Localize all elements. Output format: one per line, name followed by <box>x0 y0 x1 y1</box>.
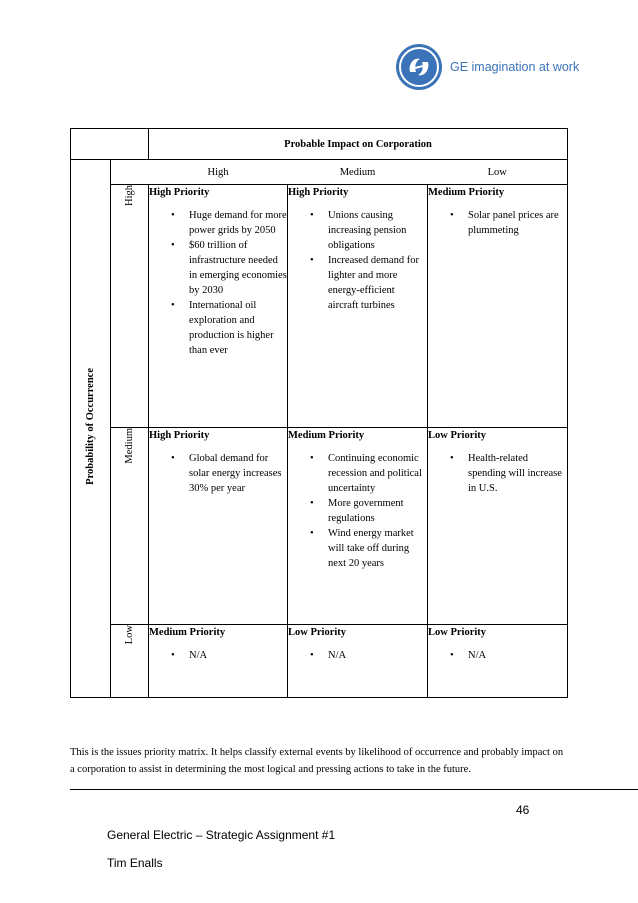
impact-level-medium: Medium <box>288 160 428 185</box>
list-item: • Continuing economic recession and political uncertainty <box>288 451 427 496</box>
cell-title: High Priority <box>149 430 210 441</box>
footer-title: General Electric – Strategic Assignment #1 <box>107 828 336 842</box>
cell-title: High Priority <box>149 187 210 198</box>
cell-medium-high <box>149 428 288 625</box>
logo-tagline: GE imagination at work <box>450 60 580 74</box>
list-item: • Wind energy market will take off during next 20 years <box>288 526 427 571</box>
probability-level-medium-cell <box>111 428 149 625</box>
cell-title: Medium Priority <box>428 187 505 198</box>
list-item: • N/A <box>149 648 287 663</box>
cell-high-medium <box>288 185 428 428</box>
cell-high-low <box>428 185 568 428</box>
footer-divider <box>70 789 638 790</box>
cell-medium-medium <box>288 428 428 625</box>
issues-priority-matrix <box>70 128 568 698</box>
page-number: 46 <box>516 803 530 817</box>
level-corner <box>111 160 149 185</box>
impact-level-low: Low <box>428 160 568 185</box>
list-item: • Global demand for solar energy increases 30% per year <box>149 451 287 496</box>
matrix-row-high <box>71 185 568 428</box>
list-item: • More government regulations <box>288 496 427 526</box>
list-item: • International oil exploration and production is higher than ever <box>149 298 287 358</box>
probability-level-medium: Medium <box>124 428 135 464</box>
list-item: • $60 trillion of infrastructure needed in emerging economies by 2030 <box>149 238 287 298</box>
matrix-row-medium <box>71 428 568 625</box>
cell-title: Low Priority <box>428 627 487 638</box>
cell-title: Low Priority <box>428 430 487 441</box>
list-item: • Unions causing increasing pension obligations <box>288 208 427 253</box>
probability-level-high-cell <box>111 185 149 428</box>
matrix-row-low <box>71 625 568 698</box>
cell-low-low <box>428 625 568 698</box>
probability-level-low: Low <box>124 625 135 645</box>
cell-low-medium <box>288 625 428 698</box>
probability-level-low-cell <box>111 625 149 698</box>
matrix-caption: This is the issues priority matrix. It helps classify external events by likelihood of occurrence and probably impact on a corporation to assist in determining the most logical and pressing actions to take in the future. <box>70 747 564 775</box>
ge-monogram-icon <box>396 44 442 90</box>
corner-cell <box>71 129 149 160</box>
list-item: • Health-related spending will increase in U.S. <box>428 451 567 496</box>
list-item: • Solar panel prices are plummeting <box>428 208 567 238</box>
list-item: • N/A <box>288 648 427 663</box>
cell-title: Low Priority <box>288 627 347 638</box>
ge-logo <box>396 44 579 90</box>
footer-author: Tim Enalls <box>107 856 163 870</box>
cell-title: Medium Priority <box>288 430 365 441</box>
impact-level-high: High <box>149 160 288 185</box>
probability-axis-cell <box>71 160 111 698</box>
cell-title: Medium Priority <box>149 627 226 638</box>
list-item: • Huge demand for more power grids by 2050 <box>149 208 287 238</box>
list-item: • Increased demand for lighter and more energy-efficient aircraft turbines <box>288 253 427 313</box>
probability-header: Probability of Occurrence <box>85 367 96 485</box>
impact-header: Probable Impact on Corporation <box>149 129 568 160</box>
cell-low-high <box>149 625 288 698</box>
cell-high-high <box>149 185 288 428</box>
cell-title: High Priority <box>288 187 349 198</box>
cell-medium-low <box>428 428 568 625</box>
list-item: • N/A <box>428 648 567 663</box>
probability-level-high: High <box>124 185 135 206</box>
